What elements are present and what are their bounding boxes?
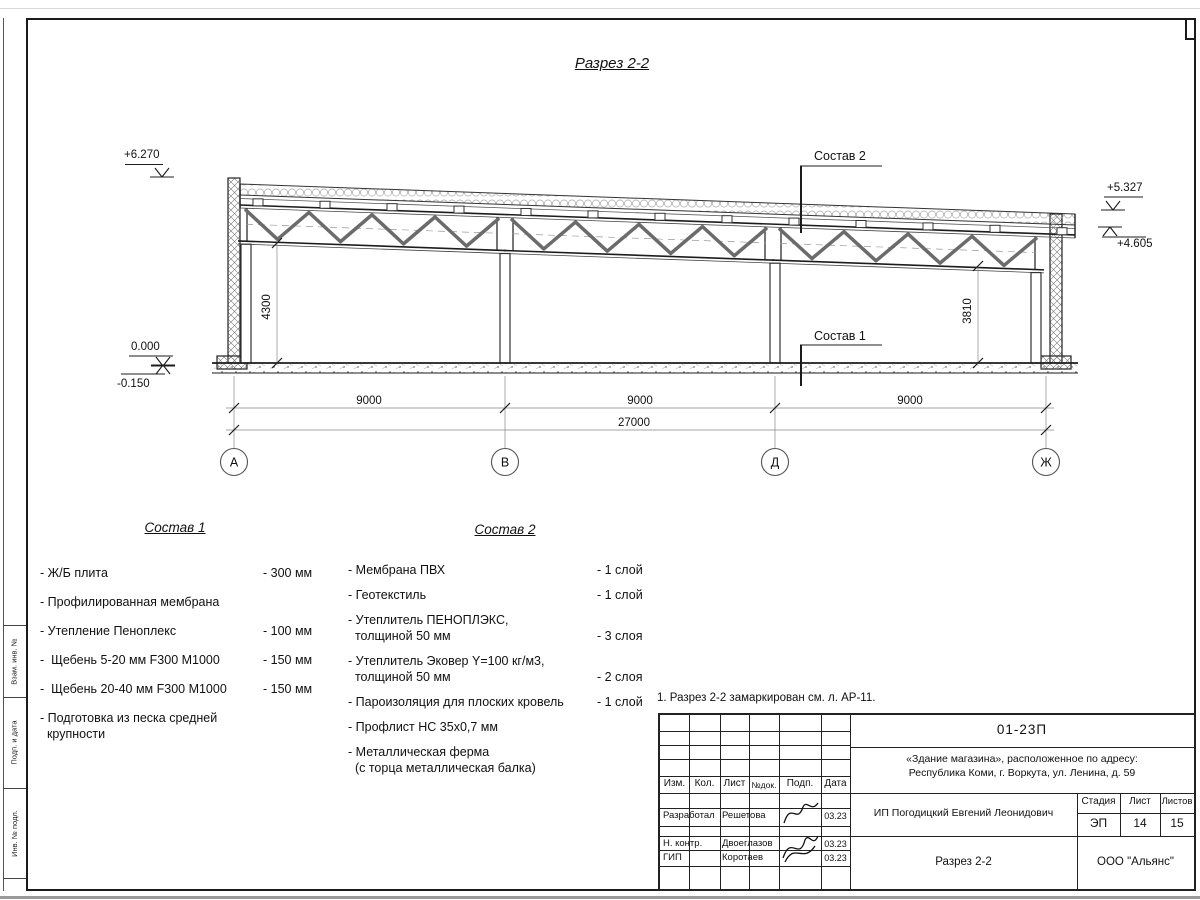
item-value: - 1 слой xyxy=(597,695,643,709)
sheet-title: Разрез 2-2 xyxy=(935,856,992,868)
doc-number: 01-23П xyxy=(996,722,1048,737)
item-value: - 150 мм xyxy=(263,653,313,667)
col-ndok: №док. xyxy=(751,780,777,790)
stamp-line xyxy=(689,715,690,889)
stamp-line xyxy=(660,793,1194,794)
item-name: - Ж/Б плита xyxy=(40,566,108,580)
item-value: - 100 мм xyxy=(263,624,313,638)
page-bottom-edge xyxy=(0,896,1200,899)
name-developer: Решетова xyxy=(722,810,766,821)
elevation-top-right: +5.327 xyxy=(1107,182,1143,194)
name-gip: Коротаев xyxy=(722,852,764,863)
item-name: - Металлическая ферма (с торца металлическая балка) xyxy=(348,745,536,775)
dim-span2: 9000 xyxy=(627,395,653,407)
role-gip: ГИП xyxy=(663,852,682,863)
date-gip: 03.23 xyxy=(824,853,847,863)
sostav2-list xyxy=(348,562,688,785)
sheets-label: Листов xyxy=(1161,796,1193,807)
item-name: - Щебень 20-40 мм F300 М1000 xyxy=(40,682,227,696)
stage-label: Стадия xyxy=(1081,796,1116,807)
role-ncontrol: Н. контр. xyxy=(663,838,703,849)
strip-label: Взам. инв. № xyxy=(10,637,19,685)
item-value: - 1 слой xyxy=(597,588,643,602)
list-item xyxy=(348,612,688,644)
signature-gip xyxy=(779,828,821,866)
item-name: - Утеплитель ПЕНОПЛЭКС, толщиной 50 мм xyxy=(348,613,509,643)
list-item xyxy=(348,587,688,603)
dim-height-left: 4300 xyxy=(261,294,273,320)
col-izm: Изм. xyxy=(663,778,686,789)
item-name: - Профилированная мембрана xyxy=(40,595,220,609)
list-item xyxy=(348,719,688,735)
col-kol: Кол. xyxy=(694,778,715,789)
sostav1-list xyxy=(40,565,350,755)
sheet-label: Лист xyxy=(1129,796,1151,807)
dim-span1: 9000 xyxy=(356,395,382,407)
elevation-below-floor: -0.150 xyxy=(117,378,150,390)
callout-sostav2: Состав 2 xyxy=(814,149,866,163)
project-name-line1: «Здание магазина», расположенное по адресу: xyxy=(906,753,1138,765)
stamp-line xyxy=(660,826,850,827)
col-data: Дата xyxy=(824,778,847,789)
elevation-eave-right: +4.605 xyxy=(1117,238,1153,250)
elevation-top-left: +6.270 xyxy=(124,149,160,161)
dim-height-right: 3810 xyxy=(962,298,974,324)
item-name: - Пароизоляция для плоских кровель xyxy=(348,695,564,709)
date-developer: 03.23 xyxy=(824,811,847,821)
item-name: - Щебень 5-20 мм F300 М1000 xyxy=(40,653,220,667)
list-item xyxy=(348,562,688,578)
stamp-line xyxy=(720,715,721,889)
strip-label: Подп. и дата xyxy=(10,720,19,765)
role-developer: Разработал xyxy=(663,810,715,821)
stamp-line xyxy=(660,759,850,760)
client-name: ИП Погодицкий Евгений Леонидович xyxy=(873,807,1054,819)
name-ncontrol: Двоеглазов xyxy=(722,838,773,849)
stamp-line xyxy=(660,745,850,746)
date-ncontrol: 03.23 xyxy=(824,839,847,849)
stamp-line xyxy=(660,731,850,732)
callout-sostav1: Состав 1 xyxy=(814,329,866,343)
dim-span3: 9000 xyxy=(897,395,923,407)
strip-divider xyxy=(3,878,26,879)
stamp-line xyxy=(660,850,850,851)
stamp-line xyxy=(1077,793,1078,889)
sostav2-heading: Состав 2 xyxy=(474,522,536,537)
sheet-note: 1. Разрез 2-2 замаркирован см. л. АР-11. xyxy=(657,692,876,704)
axis-bubble-a: А xyxy=(229,455,239,470)
stamp-line xyxy=(660,866,850,867)
item-value: - 2 слоя xyxy=(597,670,643,684)
list-item xyxy=(40,594,350,610)
elevation-floor: 0.000 xyxy=(131,341,160,353)
sheets-value: 15 xyxy=(1170,816,1184,830)
stamp-line xyxy=(660,776,850,777)
item-name: - Утепление Пеноплекс xyxy=(40,624,177,638)
strip-cell-vzam xyxy=(3,625,26,697)
axis-bubble-d: Д xyxy=(770,455,780,470)
stamp-line xyxy=(1077,813,1194,814)
stamp-line xyxy=(660,808,850,809)
list-item xyxy=(40,652,350,668)
axis-bubble-b: В xyxy=(500,455,510,470)
stage-value: ЭП xyxy=(1089,816,1108,830)
strip-cell-inv xyxy=(3,788,26,878)
list-item xyxy=(40,623,350,639)
item-name: - Подготовка из песка средней крупности xyxy=(40,711,218,741)
stamp-line xyxy=(850,747,1194,748)
item-name: - Мембрана ПВХ xyxy=(348,563,446,577)
strip-label: Инв. № подл. xyxy=(10,809,19,857)
signature-developer xyxy=(781,797,821,827)
item-name: - Геотекстиль xyxy=(348,588,427,602)
organization: ООО "Альянс" xyxy=(1097,856,1174,868)
list-item xyxy=(40,565,350,581)
list-item xyxy=(348,744,688,776)
col-podp: Подп. xyxy=(786,778,814,789)
drawing-title: Разрез 2-2 xyxy=(574,55,650,72)
list-item xyxy=(40,710,350,742)
list-item xyxy=(40,681,350,697)
item-name: - Профлист НС 35х0,7 мм xyxy=(348,720,498,734)
title-block xyxy=(658,713,1196,891)
stamp-line xyxy=(660,836,1194,837)
item-value: - 1 слой xyxy=(597,563,643,577)
item-value: - 3 слоя xyxy=(597,629,643,643)
project-name-line2: Республика Коми, г. Воркута, ул. Ленина, д. 59 xyxy=(908,767,1136,779)
item-name: - Утеплитель Эковер Y=100 кг/м3, толщиной 50 мм xyxy=(348,654,545,684)
dim-total: 27000 xyxy=(618,417,650,429)
col-list: Лист xyxy=(723,778,746,789)
strip-cell-podp xyxy=(3,697,26,788)
item-value: - 300 мм xyxy=(263,566,313,580)
sostav1-heading: Состав 1 xyxy=(144,520,206,535)
list-item xyxy=(348,694,688,710)
axis-bubble-zh: Ж xyxy=(1040,455,1052,470)
item-value: - 150 мм xyxy=(263,682,313,696)
list-item xyxy=(348,653,688,685)
sheet-value: 14 xyxy=(1133,816,1147,830)
